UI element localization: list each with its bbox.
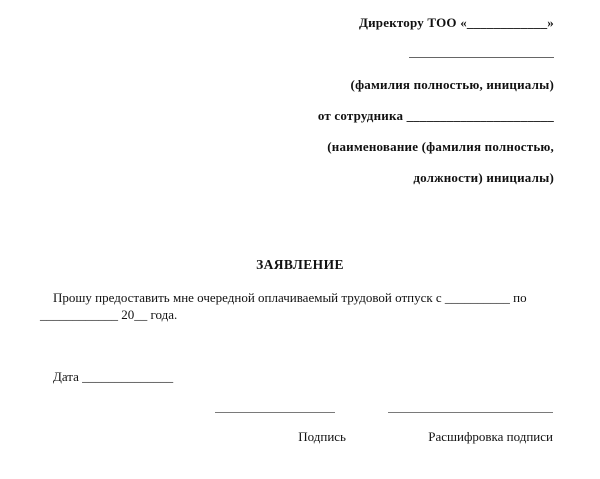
date-line: Дата ______________ — [53, 369, 174, 384]
from-employee-line: от сотрудника ______________________ — [317, 108, 554, 123]
signature-name-line — [388, 412, 553, 413]
name-blank-line — [200, 38, 554, 69]
signature-line — [215, 412, 335, 413]
request-text-line1: Прошу предоставить мне очередной оплачиваемый трудовой отпуск с __________ по — [53, 290, 527, 305]
position-caption-line1: (наименование (фамилия полностью, — [327, 139, 554, 154]
name-caption: (фамилия полностью, инициалы) — [350, 77, 554, 92]
signature-name-caption: Расшифровка подписи — [428, 429, 553, 444]
addressee-line: Директору ТОО «____________» — [358, 15, 554, 30]
request-paragraph — [40, 289, 560, 323]
request-text-line2: ____________ 20__ года. — [40, 307, 178, 322]
document-title: ЗАЯВЛЕНИЕ — [256, 257, 344, 272]
name-blank-underline — [409, 44, 554, 58]
signature-caption: Подпись — [298, 429, 346, 444]
addressee-block — [200, 7, 554, 193]
position-caption-line2: должности) инициалы) — [413, 170, 554, 185]
